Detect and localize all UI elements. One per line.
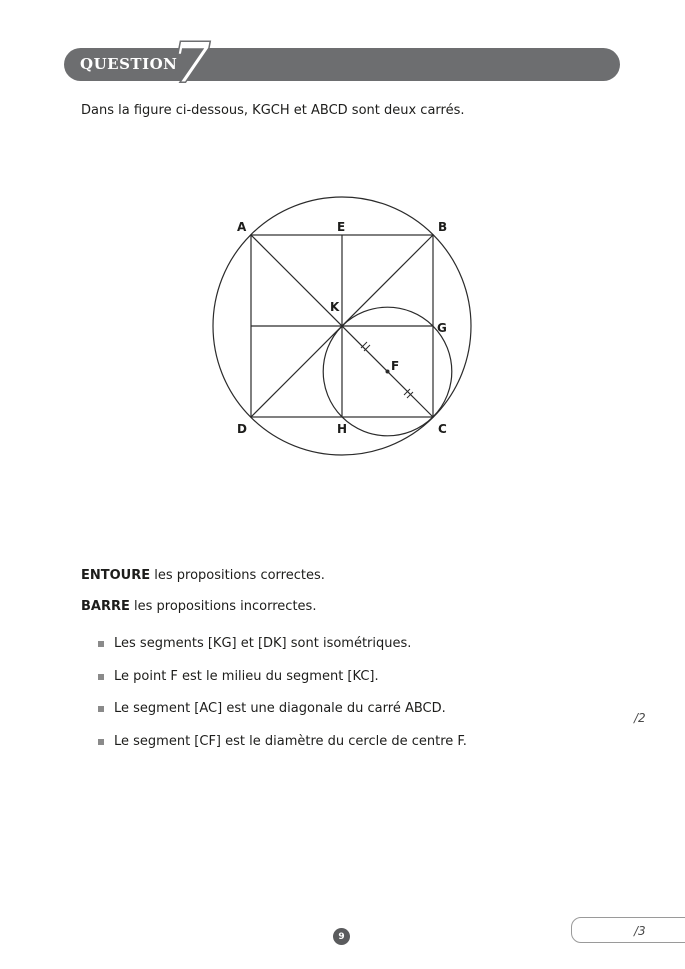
instruction-circle-text: les propositions correctes.	[150, 568, 325, 583]
propositions-list	[98, 636, 467, 766]
question-number-text: 7	[172, 30, 211, 90]
label-e: E	[337, 220, 346, 234]
label-f: F	[391, 359, 400, 373]
label-k: K	[330, 300, 340, 314]
square-bullet-icon	[98, 706, 104, 712]
proposition-3[interactable]	[98, 701, 467, 734]
label-c: C	[438, 422, 447, 436]
question-number	[166, 30, 214, 90]
proposition-4[interactable]	[98, 734, 467, 767]
label-h: H	[337, 422, 348, 436]
total-score-box	[571, 917, 685, 943]
instruction-circle	[81, 568, 325, 583]
label-a: A	[237, 220, 247, 234]
square-bullet-icon	[98, 674, 104, 680]
score-propositions: /2	[634, 711, 646, 725]
point-f	[386, 370, 390, 374]
geometry-figure	[200, 190, 490, 470]
label-b: B	[438, 220, 448, 234]
intro-text: Dans la figure ci-dessous, KGCH et ABCD sont deux carrés.	[81, 103, 465, 118]
proposition-2[interactable]	[98, 669, 467, 702]
proposition-1[interactable]	[98, 636, 467, 669]
label-g: G	[437, 321, 447, 335]
proposition-text: Le segment [CF] est le diamètre du cercle de centre F.	[114, 733, 467, 749]
instruction-circle-keyword: ENTOURE	[81, 568, 151, 583]
instruction-cross-keyword: BARRE	[81, 599, 130, 614]
question-label: QUESTION	[80, 55, 178, 73]
label-d: D	[237, 422, 247, 436]
proposition-text: Le segment [AC] est une diagonale du carré ABCD.	[114, 701, 446, 716]
instruction-cross-text: les propositions incorrectes.	[129, 599, 317, 614]
proposition-text: Les segments [KG] et [DK] sont isométriques.	[114, 636, 412, 651]
square-bullet-icon	[98, 641, 104, 647]
instruction-cross	[81, 599, 316, 614]
score-total: /3	[634, 924, 646, 938]
square-bullet-icon	[98, 739, 104, 745]
proposition-text: Le point F est le milieu du segment [KC].	[114, 668, 379, 684]
page-number: 9	[333, 928, 350, 945]
